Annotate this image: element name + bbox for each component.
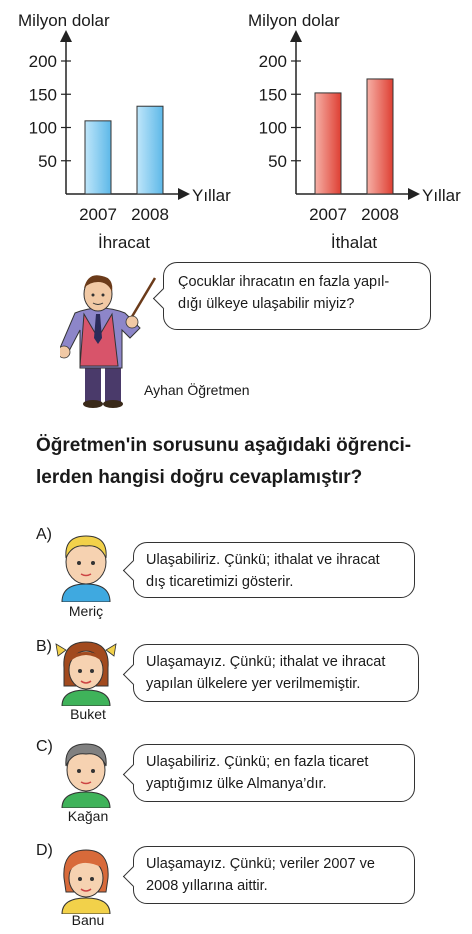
y-tick-label: 150 (28, 85, 57, 105)
option-d-bubble[interactable] (133, 846, 415, 904)
bar (137, 106, 163, 194)
question-line-1: Öğretmen'in sorusunu aşağıdaki öğrenci- (36, 435, 412, 456)
option-a-line-2: dış ticaretimizi gösterir. (146, 574, 294, 590)
option-c-letter: C) (36, 738, 53, 755)
x-axis-label: Yıllar (192, 186, 231, 205)
kagan-avatar (50, 738, 122, 808)
teacher-speech-line-2: dığı ülkeye ulaşabilir miyiz? (178, 296, 355, 312)
option-b-line-1: Ulaşamayız. Çünkü; ithalat ve ihracat (146, 654, 386, 670)
option-b-name: Buket (70, 706, 106, 722)
bar (367, 79, 393, 194)
y-tick-label: 100 (28, 118, 57, 138)
x-tick-label: 2007 (309, 205, 347, 224)
bar (85, 121, 111, 194)
y-tick-label: 100 (258, 118, 287, 138)
option-b-letter: B) (36, 638, 52, 655)
chart-title: İhracat (98, 233, 150, 252)
question (36, 430, 456, 494)
option-c-bubble[interactable] (133, 744, 415, 802)
x-tick-label: 2007 (79, 205, 117, 224)
y-axis-label: Milyon dolar (248, 11, 340, 30)
option-d-name: Banu (71, 912, 105, 928)
question-line-2: lerden hangisi doğru cevaplamıştır? (36, 467, 363, 488)
chart-title: İthalat (330, 233, 378, 252)
option-c-line-1: Ulaşabiliriz. Çünkü; en fazla ticaret (146, 754, 369, 770)
option-d-line-1: Ulaşamayız. Çünkü; veriler 2007 ve (146, 856, 375, 872)
x-axis-label: Yıllar (422, 186, 461, 205)
option-b-line-2: yapılan ülkelere yer verilmemiştir. (146, 676, 361, 692)
y-axis-label: Milyon dolar (18, 11, 110, 30)
banu-avatar (50, 842, 122, 914)
teacher-speech-line-1: Çocuklar ihracatın en fazla yapıl- (178, 274, 390, 290)
x-tick-label: 2008 (131, 205, 169, 224)
option-c-name: Kağan (67, 808, 109, 824)
y-tick-label: 50 (268, 151, 287, 171)
y-tick-label: 50 (38, 151, 57, 171)
meric-avatar (50, 530, 122, 602)
option-a-bubble[interactable] (133, 542, 415, 598)
option-a-line-1: Ulaşabiliriz. Çünkü; ithalat ve ihracat (146, 552, 380, 568)
option-d-letter: D) (36, 842, 53, 859)
y-tick-label: 200 (258, 52, 287, 71)
option-c-line-2: yaptığımız ülke Almanya’dır. (146, 776, 327, 792)
teacher-speech-bubble (163, 262, 431, 330)
bar (315, 93, 341, 194)
teacher-name: Ayhan Öğretmen (144, 382, 250, 398)
buket-avatar (50, 634, 122, 706)
option-a-name: Meriç (68, 603, 104, 619)
export-chart (18, 11, 231, 252)
x-tick-label: 2008 (361, 205, 399, 224)
y-tick-label: 150 (258, 85, 287, 105)
option-a-letter: A) (36, 526, 52, 543)
charts (0, 0, 472, 260)
import-chart (248, 11, 461, 252)
option-b-bubble[interactable] (133, 644, 419, 702)
option-d-line-2: 2008 yıllarına aittir. (146, 878, 268, 894)
y-tick-label: 200 (28, 52, 57, 71)
